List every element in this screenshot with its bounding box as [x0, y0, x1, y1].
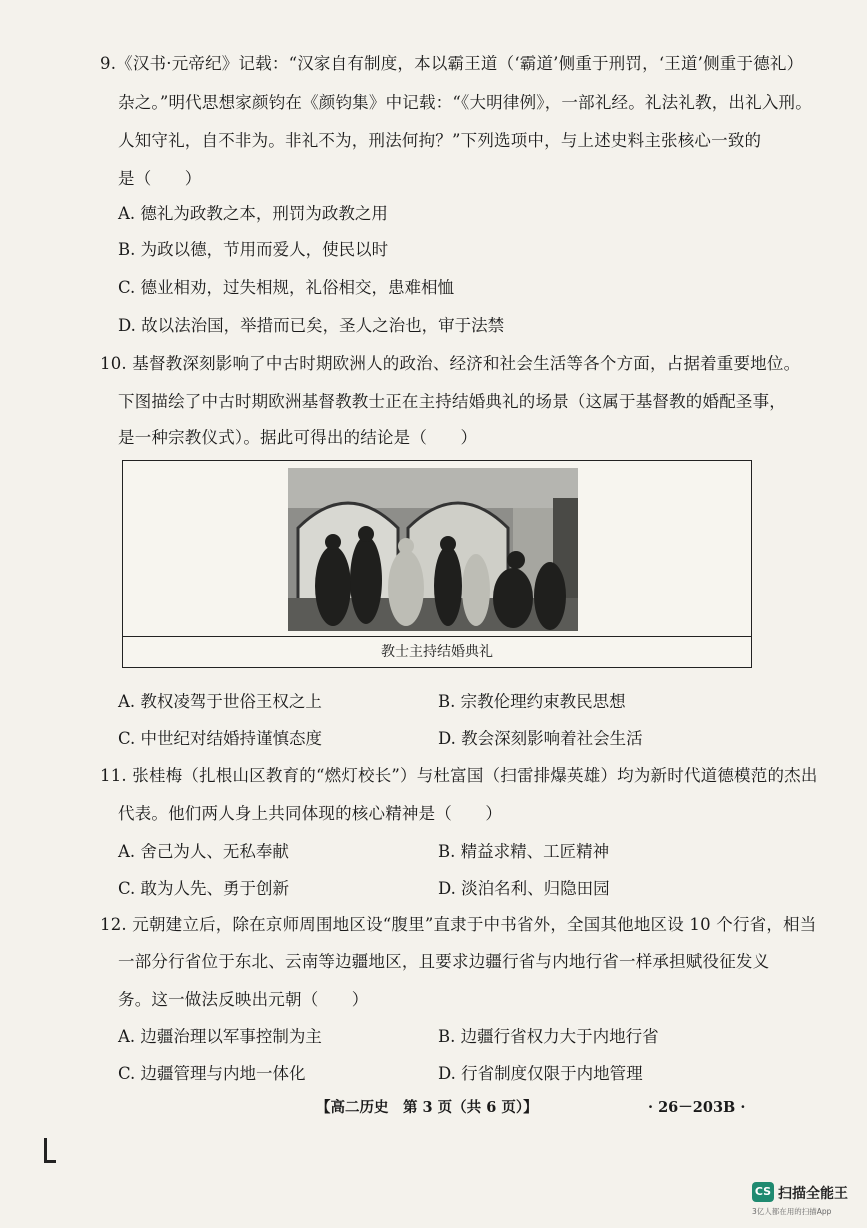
- q10-line-1: 10. 基督教深刻影响了中古时期欧洲人的政治、经济和社会生活等各个方面，占据着重要地位。: [100, 354, 801, 373]
- scanner-watermark: [752, 1182, 860, 1222]
- figure-box: [122, 460, 752, 668]
- q9-option-a: A. 德礼为政教之本，刑罚为政教之用: [118, 204, 388, 223]
- q9-line-3: 人知守礼，自不非为。非礼不为，刑法何拘？”下列选项中，与上述史料主张核心一致的: [118, 131, 762, 150]
- q12-line-1: 12. 元朝建立后，除在京师周围地区设“腹里”直隶于中书省外，全国其他地区设 10 个行省，相当: [100, 915, 817, 934]
- exam-code: · 26－203B ·: [648, 1099, 746, 1116]
- q10-option-a: A. 教权凌驾于世俗王权之上: [118, 692, 322, 711]
- q11-line-2: 代表。他们两人身上共同体现的核心精神是（ ）: [118, 804, 503, 823]
- q11-option-c: C. 敢为人先、勇于创新: [118, 879, 290, 898]
- q12-option-d: D. 行省制度仅限于内地管理: [438, 1064, 643, 1083]
- q11-option-a: A. 舍己为人、无私奉献: [118, 842, 289, 861]
- q10-option-c: C. 中世纪对结婚持谨慎态度: [118, 729, 323, 748]
- q9-line-1: 9.《汉书·元帝纪》记载：“汉家自有制度，本以霸王道（‘霸道’侧重于刑罚，‘王道’侧重于德礼）: [100, 54, 804, 73]
- q12-option-b: B. 边疆行省权力大于内地行省: [438, 1027, 659, 1046]
- q9-line-4: 是（ ）: [118, 169, 202, 188]
- q11-option-d: D. 淡泊名利、归隐田园: [438, 879, 610, 898]
- q10-option-b: B. 宗教伦理约束教民思想: [438, 692, 626, 711]
- wedding-painting-image: [288, 468, 578, 631]
- q9-option-c: C. 德业相劝，过失相规，礼俗相交，患难相恤: [118, 278, 455, 297]
- q10-line-3: 是一种宗教仪式）。据此可得出的结论是（ ）: [118, 428, 478, 447]
- q12-line-2: 一部分行省位于东北、云南等边疆地区，且要求边疆行省与内地行省一样承担赋役征发义: [118, 952, 770, 971]
- q10-line-2: 下图描绘了中古时期欧洲基督教教士正在主持结婚典礼的场景（这属于基督教的婚配圣事，: [118, 392, 786, 411]
- page-footer-label: 【高二历史 第 3 页（共 6 页）】: [316, 1099, 538, 1116]
- q12-option-c: C. 边疆管理与内地一体化: [118, 1064, 306, 1083]
- scanner-app-name: 扫描全能王: [778, 1186, 848, 1202]
- q12-line-3: 务。这一做法反映出元朝（ ）: [118, 990, 369, 1009]
- q10-option-d: D. 教会深刻影响着社会生活: [438, 729, 643, 748]
- q9-option-b: B. 为政以德，节用而爱人，使民以时: [118, 240, 389, 259]
- scanner-logo-icon: CS: [752, 1182, 774, 1202]
- q12-option-a: A. 边疆治理以军事控制为主: [118, 1027, 322, 1046]
- q9-line-2: 杂之。”明代思想家颜钧在《颜钧集》中记载：“《大明律例》，一部礼经。礼法礼教，出礼入刑。: [118, 93, 812, 112]
- q11-option-b: B. 精益求精、工匠精神: [438, 842, 610, 861]
- scanner-tagline: 3亿人都在用的扫描App: [752, 1207, 832, 1216]
- figure-caption: 教士主持结婚典礼: [123, 636, 751, 667]
- q9-option-d: D. 故以法治国，举措而已矣，圣人之治也，审于法禁: [118, 316, 505, 335]
- corner-mark: [44, 1138, 47, 1162]
- corner-mark-foot: [44, 1160, 56, 1163]
- q11-line-1: 11. 张桂梅（扎根山区教育的“燃灯校长”）与杜富国（扫雷排爆英雄）均为新时代道德模范的杰出: [100, 766, 818, 785]
